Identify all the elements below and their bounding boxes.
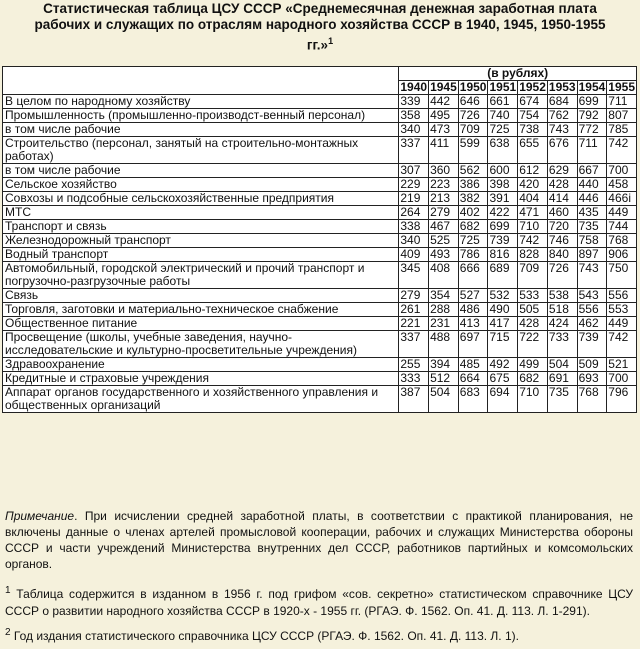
table-cell: 828 — [518, 248, 548, 262]
table-cell: 710 — [518, 220, 548, 234]
row-label: Автомобильный, городской электрический и прочий транспорт и погрузочно-разгрузочные работы — [3, 262, 399, 289]
table-row — [3, 192, 637, 206]
table-cell: 521 — [607, 358, 637, 372]
table-cell: 473 — [429, 123, 459, 137]
table-cell: 417 — [488, 317, 518, 331]
table-cell: 699 — [488, 220, 518, 234]
table-cell: 556 — [577, 303, 607, 317]
row-label: Здравоохранение — [3, 358, 399, 372]
table-cell: 414 — [547, 192, 577, 206]
table-cell: 398 — [488, 178, 518, 192]
table-row — [3, 331, 637, 358]
year-header: 1950 — [459, 80, 487, 94]
row-label: Связь — [3, 289, 399, 303]
table-cell: 471 — [518, 206, 548, 220]
table-header-row-unit — [3, 67, 637, 81]
table-row — [3, 164, 637, 178]
table-cell: 726 — [547, 262, 577, 289]
table-cell: 735 — [547, 386, 577, 413]
row-label: МТС — [3, 206, 399, 220]
table-cell: 612 — [518, 164, 548, 178]
table-cell: 600 — [488, 164, 518, 178]
table-cell: 746 — [547, 234, 577, 248]
table-cell: 493 — [429, 248, 459, 262]
table-cell: 739 — [577, 331, 607, 358]
table-cell: 720 — [547, 220, 577, 234]
table-cell: 792 — [577, 109, 607, 123]
table-cell: 682 — [458, 220, 488, 234]
footnote-mark: 2 — [5, 627, 11, 638]
table-cell: 449 — [607, 317, 637, 331]
table-cell: 229 — [399, 178, 429, 192]
table-body — [3, 95, 637, 413]
table-cell: 754 — [518, 109, 548, 123]
footnote-2 — [5, 625, 633, 644]
row-label: Кредитные и страховые учреждения — [3, 372, 399, 386]
table-cell: 768 — [607, 234, 637, 248]
table-row — [3, 317, 637, 331]
table-cell: 440 — [577, 178, 607, 192]
table-cell: 711 — [607, 95, 637, 109]
table-cell: 661 — [488, 95, 518, 109]
table-cell: 219 — [399, 192, 429, 206]
table-cell: 339 — [399, 95, 429, 109]
table-cell: 420 — [518, 178, 548, 192]
table-cell: 735 — [577, 220, 607, 234]
year-header: 1945 — [430, 80, 457, 94]
table-row — [3, 234, 637, 248]
table-cell: 684 — [547, 95, 577, 109]
table-cell: 785 — [607, 123, 637, 137]
table-cell: 449 — [607, 206, 637, 220]
unit-header: (в рублях) — [399, 67, 637, 81]
row-label: в том числе рабочие — [3, 123, 399, 137]
table-cell: 408 — [429, 262, 459, 289]
table-cell: 722 — [518, 331, 548, 358]
table-cell: 424 — [547, 317, 577, 331]
table-cell: 413 — [458, 317, 488, 331]
table-cell: 435 — [577, 206, 607, 220]
table-cell: 711 — [577, 137, 607, 164]
table-cell: 486 — [458, 303, 488, 317]
row-label: Аппарат органов государственного и хозяйственного управления и общественных организаций — [3, 386, 399, 413]
table-cell: 691 — [547, 372, 577, 386]
table-row — [3, 386, 637, 413]
table-cell: 279 — [399, 289, 429, 303]
table-row — [3, 123, 637, 137]
table-cell: 485 — [458, 358, 488, 372]
table-cell: 710 — [518, 386, 548, 413]
table-cell: 428 — [547, 178, 577, 192]
table-cell: 504 — [429, 386, 459, 413]
table-cell: 409 — [399, 248, 429, 262]
table-cell: 897 — [577, 248, 607, 262]
table-cell: 512 — [429, 372, 459, 386]
table-cell: 264 — [399, 206, 429, 220]
row-label: Строительство (персонал, занятый на строительно-монтажных работах) — [3, 137, 399, 164]
row-label: Промышленность (промышленно-производст-венный персонал) — [3, 109, 399, 123]
row-label: Транспорт и связь — [3, 220, 399, 234]
table-cell: 740 — [488, 109, 518, 123]
table-cell: 553 — [607, 303, 637, 317]
table-cell: 495 — [429, 109, 459, 123]
table-cell: 538 — [547, 289, 577, 303]
table-cell: 697 — [458, 331, 488, 358]
table-row — [3, 178, 637, 192]
year-header: 1954 — [578, 80, 606, 94]
table-row — [3, 220, 637, 234]
label-column-header — [3, 67, 399, 95]
table-cell: 505 — [518, 303, 548, 317]
table-row — [3, 262, 637, 289]
note-text: . При исчислении средней заработной платы, в соответствии с практикой планирования, не включены данные о членах артелей промысловой кооперации, рабочих и служащих Министерства обороны СССР и части учреждений Министерства внутренних дел СССР, работников партийных и комсомольских органов. — [5, 509, 633, 571]
table-cell: 307 — [399, 164, 429, 178]
table-cell: 693 — [577, 372, 607, 386]
table-cell: 683 — [458, 386, 488, 413]
table-cell: 699 — [577, 95, 607, 109]
table-cell: 638 — [488, 137, 518, 164]
document-title — [20, 1, 620, 54]
year-header: 1953 — [548, 80, 576, 94]
table-cell: 664 — [458, 372, 488, 386]
table-cell: 345 — [399, 262, 429, 289]
table-row — [3, 206, 637, 220]
table-cell: 488 — [429, 331, 459, 358]
title-footnote-mark: 1 — [328, 36, 334, 46]
table-cell: 709 — [518, 262, 548, 289]
table-cell: 543 — [577, 289, 607, 303]
table-cell: 337 — [399, 137, 429, 164]
footnote-text: Год издания статистического справочника ЦСУ СССР (РГАЭ. Ф. 1562. Оп. 41. Д. 113. Л. 1). — [10, 629, 519, 643]
table-cell: 223 — [429, 178, 459, 192]
row-label: В целом по народному хозяйству — [3, 95, 399, 109]
table-cell: 360 — [429, 164, 459, 178]
table-cell: 629 — [547, 164, 577, 178]
table-cell: 382 — [458, 192, 488, 206]
year-header: 1955 — [608, 80, 635, 94]
row-label: Общественное питание — [3, 317, 399, 331]
title-text: Статистическая таблица ЦСУ СССР «Среднемесячная денежная заработная плата рабочих и служащих по отраслям народного хозяйства СССР в 1940, 1945, 1950-1955 гг.» — [34, 1, 606, 53]
table-cell: 666 — [458, 262, 488, 289]
table-cell: 525 — [429, 234, 459, 248]
table-cell: 646 — [458, 95, 488, 109]
table-cell: 288 — [429, 303, 459, 317]
table-cell: 667 — [577, 164, 607, 178]
table-cell: 816 — [488, 248, 518, 262]
table-cell: 694 — [488, 386, 518, 413]
table-row — [3, 95, 637, 109]
table-cell: 796 — [607, 386, 637, 413]
table-cell: 467 — [429, 220, 459, 234]
table-cell: 402 — [458, 206, 488, 220]
table-cell: 279 — [429, 206, 459, 220]
table-cell: 333 — [399, 372, 429, 386]
table-row — [3, 372, 637, 386]
table-cell: 394 — [429, 358, 459, 372]
table-cell: 762 — [547, 109, 577, 123]
table-cell: 428 — [518, 317, 548, 331]
wages-table — [2, 66, 637, 413]
table-cell: 715 — [488, 331, 518, 358]
table-cell: 742 — [607, 331, 637, 358]
row-label: Совхозы и подсобные сельскохозяйственные предприятия — [3, 192, 399, 206]
row-label: Просвещение (школы, учебные заведения, научно-исследовательские и культурно-просветительные учреждения) — [3, 331, 399, 358]
table-cell: 906 — [607, 248, 637, 262]
table-row — [3, 303, 637, 317]
table-cell: 358 — [399, 109, 429, 123]
table-cell: 460 — [547, 206, 577, 220]
table-cell: 742 — [607, 137, 637, 164]
table-cell: 840 — [547, 248, 577, 262]
table-cell: 725 — [488, 123, 518, 137]
table-cell: 689 — [488, 262, 518, 289]
year-header: 1940 — [400, 80, 428, 94]
table-cell: 504 — [547, 358, 577, 372]
table-cell: 354 — [429, 289, 459, 303]
footnote-1 — [5, 582, 633, 620]
table-row — [3, 358, 637, 372]
table-cell: 562 — [458, 164, 488, 178]
table-cell: 655 — [518, 137, 548, 164]
table-row — [3, 109, 637, 123]
table-cell: 738 — [518, 123, 548, 137]
table-cell: 338 — [399, 220, 429, 234]
table-cell: 404 — [518, 192, 548, 206]
table-cell: 743 — [547, 123, 577, 137]
table-cell: 387 — [399, 386, 429, 413]
table-cell: 422 — [488, 206, 518, 220]
table-cell: 518 — [547, 303, 577, 317]
note-paragraph — [5, 508, 633, 572]
note-label: Примечание — [5, 509, 75, 523]
table-cell: 750 — [607, 262, 637, 289]
table-cell: 726 — [458, 109, 488, 123]
table-cell: 675 — [488, 372, 518, 386]
table-cell: 744 — [607, 220, 637, 234]
table-cell: 337 — [399, 331, 429, 358]
table-cell: 466i — [607, 192, 637, 206]
table-cell: 807 — [607, 109, 637, 123]
row-label: Железнодорожный транспорт — [3, 234, 399, 248]
table-cell: 261 — [399, 303, 429, 317]
table-cell: 743 — [577, 262, 607, 289]
table-cell: 386 — [458, 178, 488, 192]
footnote-text: Таблица содержится в изданном в 1956 г. под грифом «сов. секретно» статистическом справочнике ЦСУ СССР о развитии народного хозяйства СССР в 1920-х - 1955 гг. (РГАЭ. Ф. 1562. Оп. 41. Д. 113. Л. 1-291). — [5, 587, 633, 618]
table-cell: 527 — [458, 289, 488, 303]
table-cell: 772 — [577, 123, 607, 137]
table-cell: 676 — [547, 137, 577, 164]
table-cell: 255 — [399, 358, 429, 372]
year-header: 1952 — [519, 80, 546, 94]
footnote-mark: 1 — [5, 585, 11, 596]
table-cell: 213 — [429, 192, 459, 206]
table-row — [3, 248, 637, 262]
table-cell: 682 — [518, 372, 548, 386]
table-row — [3, 137, 637, 164]
table-cell: 221 — [399, 317, 429, 331]
table-cell: 442 — [429, 95, 459, 109]
table-cell: 786 — [458, 248, 488, 262]
table-cell: 674 — [518, 95, 548, 109]
table-cell: 490 — [488, 303, 518, 317]
table-cell: 742 — [518, 234, 548, 248]
row-label: Сельское хозяйство — [3, 178, 399, 192]
table-cell: 758 — [577, 234, 607, 248]
row-label: Торговля, заготовки и материально-техническое снабжение — [3, 303, 399, 317]
table-cell: 733 — [547, 331, 577, 358]
year-header: 1951 — [489, 80, 517, 94]
table-cell: 700 — [607, 372, 637, 386]
table-cell: 231 — [429, 317, 459, 331]
table-cell: 709 — [458, 123, 488, 137]
table-cell: 499 — [518, 358, 548, 372]
table-cell: 700 — [607, 164, 637, 178]
table-cell: 446 — [577, 192, 607, 206]
table-cell: 532 — [488, 289, 518, 303]
table-cell: 340 — [399, 123, 429, 137]
row-label: в том числе рабочие — [3, 164, 399, 178]
table-cell: 492 — [488, 358, 518, 372]
table-cell: 599 — [458, 137, 488, 164]
table-cell: 509 — [577, 358, 607, 372]
table-cell: 411 — [429, 137, 459, 164]
table-cell: 556 — [607, 289, 637, 303]
table-row — [3, 289, 637, 303]
row-label: Водный транспорт — [3, 248, 399, 262]
table-cell: 768 — [577, 386, 607, 413]
table-cell: 391 — [488, 192, 518, 206]
table-cell: 739 — [488, 234, 518, 248]
table-cell: 340 — [399, 234, 429, 248]
table-cell: 533 — [518, 289, 548, 303]
table-cell: 462 — [577, 317, 607, 331]
table-cell: 458 — [607, 178, 637, 192]
table-cell: 725 — [458, 234, 488, 248]
